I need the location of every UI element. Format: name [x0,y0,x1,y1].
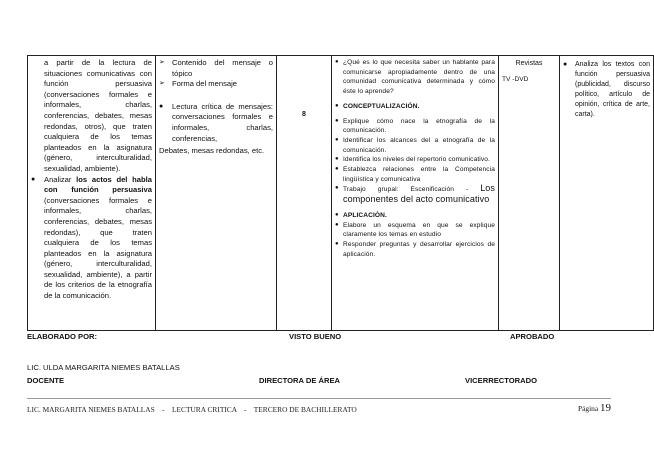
bullet-icon: ● [335,102,339,109]
bullet-icon: ● [31,175,36,183]
bullet-icon: ● [159,102,164,110]
activity-item [335,240,495,259]
aprobado-label: APROBADO [510,332,555,341]
content-tail-text: Debates, mesas redondas, etc. [159,146,265,156]
content-item [159,102,273,144]
activity-text: ¿Qué es lo que necesita saber un hablante para comunicarse apropiadamente dentro de una comunidad comunicativa determinada y cómo éste lo aprende? [343,59,495,96]
activity-item [335,58,495,97]
bullet-icon: ● [563,61,568,68]
footer-text: LIC. MARGARITA NIEMES BATALLAS - LECTURA CRITICA - TERCERO DE BACHILLERATO [27,405,357,414]
bullet-icon: ● [335,185,339,192]
activity-item [335,184,495,205]
activity-text: Identifica los niveles del repertorio comunicativo. [343,156,490,164]
evaluation-cell [560,56,654,331]
evaluation-text: Analiza los textos con función persuasiva (publicidad, discurso político, artículo de opinión, crítica de arte, carta). [575,61,650,118]
activity-item [335,165,495,184]
bullet-icon: ● [335,221,339,228]
activity-text: Identificar los alcances del a etnografía de la comunicación. [343,136,495,154]
content-item [159,58,273,79]
content-lectura-text: Lectura crítica de mensajes: conversaciones formales e informales, charlas, conferencias, [172,101,273,143]
periods-cell [277,56,332,331]
planning-table [27,55,654,331]
vicerrectorado-label: VICERRECTORADO [465,376,538,385]
activity-text: Establezca relaciones entre la Competencia lingüística y comunicativa [343,166,495,183]
page-number-value: 19 [600,402,611,414]
footer-divider [27,398,611,399]
bullet-icon: ● [335,117,339,124]
arrow-bullet-icon: ➢ [159,59,165,66]
period-number: 8 [302,111,306,118]
section-title [335,211,495,221]
bullet-icon: ● [335,136,339,143]
section-title-text: APLICACIÓN. [343,211,387,219]
bullet-icon: ● [335,166,339,173]
resource-tv: TV -DVD [502,75,529,83]
page-label: Página [578,404,599,413]
activity-text: Explique cómo nace la etnografía de la comunicación. [343,117,495,135]
objective-intro-text: a partir de la lectura de situaciones comunicativas con función persuasiva (conversaciones formales e informales, charlas, conferencias, debates, mesas redondas, otros), que traten cualquiera de los temas planteados en la asignatura (género, interculturalidad, sexualidad, ambiente). [44,58,152,173]
bullet-icon: ● [335,211,339,218]
content-item-text: Forma del mensaje [172,79,237,89]
activity-item [335,136,495,155]
bullet-prefix-text: Analizar [44,174,77,184]
contents-cell [156,56,277,331]
activities-cell [332,56,499,331]
section-title-text: CONCEPTUALIZACIÓN. [343,102,420,110]
bullet-icon: ● [335,240,339,247]
visto-bueno-label: VISTO BUENO [289,332,342,341]
teacher-name: LIC. ULDA MARGARITA NIEMES BATALLAS [27,363,180,372]
activity-text: Responder preguntas y desarrollar ejercicios de aplicación. [343,240,495,258]
activity-text: Elabore un esquema en que se explique claramente los temas en estudio [343,221,495,239]
elaborado-label: ELABORADO POR: [27,332,98,341]
content-item-text: Contenido del mensaje o tópico [172,58,273,78]
activity-item [335,221,495,240]
bullet-rest-text: (conversaciones formales e informales, charlas, conferencias, debates, mesas redondas), que traten cualquiera de los temas planteados en la asignatura (género, interculturalidad, sexualidad, ambiente), a partir de los criterios de la etnografía de la comunicación. [44,195,152,301]
objective-bullet [31,175,152,302]
activity-item [335,117,495,136]
page-number [578,402,611,414]
objectives-cell [28,56,156,331]
bullet-bold-text: los actos del habla con función persuasiva [44,174,152,195]
activity-text: Trabajo grupal: Escenificación - [343,186,481,194]
bullet-icon: ● [335,59,339,65]
section-title [335,102,495,112]
bullet-icon: ● [335,156,339,163]
resource-magazines: Revistas [515,60,543,67]
content-item [159,79,273,90]
resources-cell [499,56,560,331]
arrow-bullet-icon: ➢ [159,80,165,88]
activity-big-text: Los componentes del acto comunicativo [343,183,495,205]
docente-label: DOCENTE [27,376,65,385]
evaluation-item [563,60,650,120]
directora-label: DIRECTORA DE ÁREA [259,376,341,385]
activity-item [335,155,495,165]
